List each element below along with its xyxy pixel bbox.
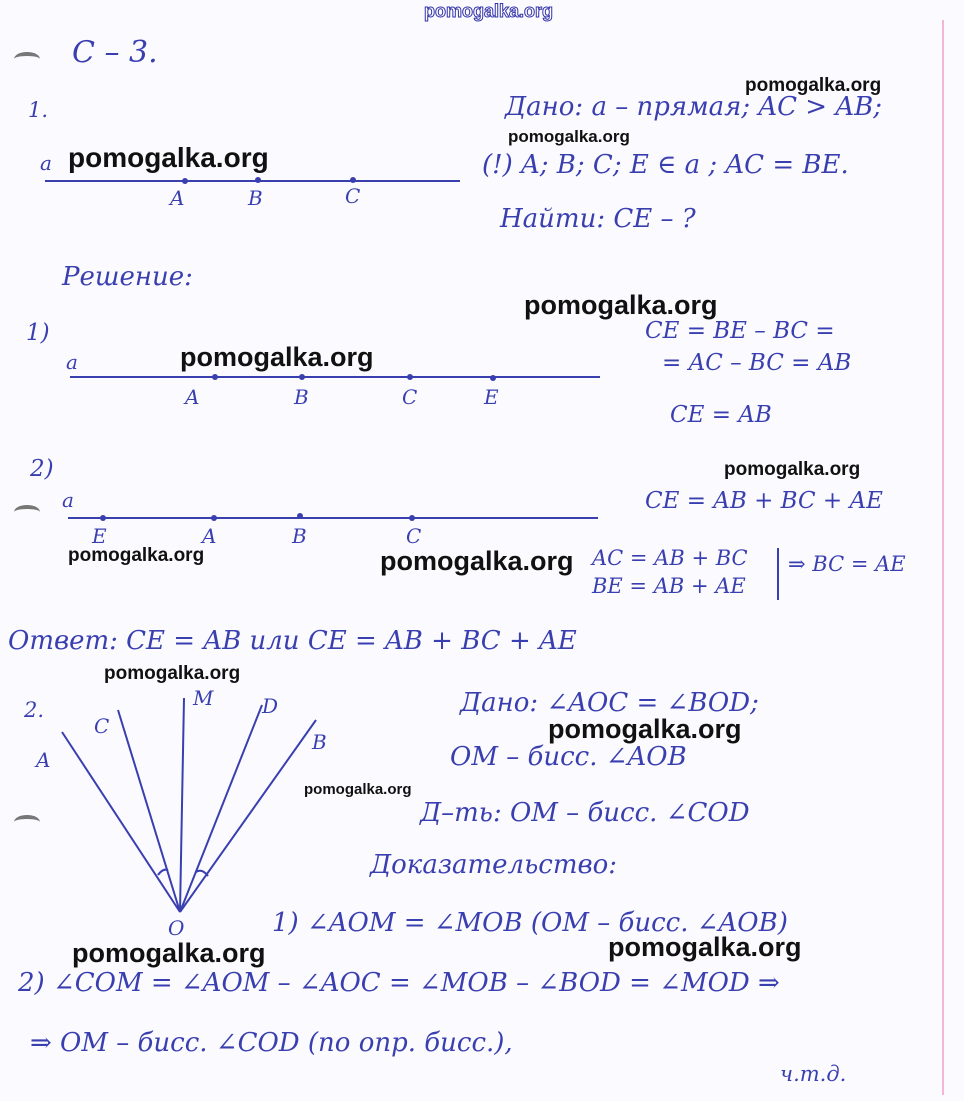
ray-ob bbox=[180, 720, 316, 912]
given-2-line-2: OM – бисс. ∠AOB bbox=[450, 742, 687, 772]
proof-step-3: ⇒ OM – бисс. ∠COD (по опр. бисс.), bbox=[30, 1028, 513, 1058]
label-point-b: B bbox=[248, 186, 263, 210]
point-a bbox=[212, 374, 218, 380]
label-point-c: C bbox=[406, 524, 422, 548]
case-2-equation-1: CE = AB + BC + AE bbox=[645, 488, 883, 514]
point-b bbox=[297, 513, 303, 519]
watermark: pomogalka.org bbox=[508, 127, 630, 146]
given-line-2: (!) A; B; C; E ∈ a ; AC = BE. bbox=[482, 150, 849, 180]
given-line-1: Дано: a – прямая; AC > AB; bbox=[505, 92, 882, 122]
watermark: pomogalka.org bbox=[608, 932, 802, 962]
label-point-b: B bbox=[294, 385, 309, 409]
case-1-equation-1: CE = BE – BC = bbox=[645, 318, 835, 344]
case-2-number: 2) bbox=[30, 456, 54, 482]
point-a bbox=[182, 178, 188, 184]
label-point-b: B bbox=[292, 524, 307, 548]
label-vertex-o: O bbox=[168, 916, 185, 940]
line-label-a: a bbox=[40, 151, 52, 175]
label-ray-a: A bbox=[36, 748, 51, 772]
site-header-mark: pomogalka.org bbox=[424, 1, 554, 21]
point-b bbox=[299, 374, 305, 380]
label-ray-c: C bbox=[94, 714, 110, 738]
watermark: pomogalka.org bbox=[524, 290, 718, 320]
label-point-c: C bbox=[345, 184, 361, 208]
label-point-a: A bbox=[202, 524, 217, 548]
watermark: pomogalka.org bbox=[68, 545, 205, 566]
given-2-line-1: Дано: ∠AOC = ∠BOD; bbox=[460, 688, 759, 718]
point-c bbox=[407, 374, 413, 380]
case-1-equation-2: = AC – BC = AB bbox=[662, 350, 852, 376]
answer-line: Ответ: CE = AB или CE = AB + BC + AE bbox=[8, 626, 577, 656]
watermark: pomogalka.org bbox=[180, 342, 374, 372]
angle-arc-bod bbox=[196, 871, 208, 876]
label-ray-b: B bbox=[312, 730, 327, 754]
problem-2-number: 2. bbox=[24, 698, 45, 722]
watermark: pomogalka.org bbox=[724, 459, 861, 480]
watermark: pomogalka.org bbox=[548, 714, 742, 744]
line-label-a: a bbox=[62, 488, 74, 512]
case-1-number: 1) bbox=[26, 320, 50, 346]
proof-step-1: 1) ∠AOM = ∠MOB (OM – бисс. ∠AOB) bbox=[272, 908, 788, 938]
label-point-a: A bbox=[170, 186, 185, 210]
ray-om bbox=[180, 698, 184, 912]
watermark: pomogalka.org bbox=[304, 781, 412, 798]
watermark: pomogalka.org bbox=[745, 75, 882, 96]
angle-arc-aoc bbox=[158, 870, 168, 875]
label-point-a: A bbox=[185, 385, 200, 409]
point-c bbox=[409, 515, 415, 521]
case-2-equation-3: BE = AB + AE bbox=[592, 574, 746, 598]
problem-1-number: 1. bbox=[28, 98, 49, 122]
case-2-equation-2: AC = AB + BC bbox=[592, 546, 748, 570]
watermark: pomogalka.org bbox=[380, 546, 574, 576]
ray-od bbox=[180, 705, 262, 912]
prove-line: Д–ть: OM – бисс. ∠COD bbox=[420, 798, 750, 828]
label-ray-d: D bbox=[262, 694, 279, 718]
point-b bbox=[255, 177, 261, 183]
label-point-e: E bbox=[92, 524, 107, 548]
ray-oc bbox=[118, 710, 180, 912]
point-a bbox=[211, 515, 217, 521]
line-label-a: a bbox=[66, 350, 78, 374]
case-1-equation-3: CE = AB bbox=[670, 402, 772, 428]
watermark: pomogalka.org bbox=[68, 142, 269, 173]
ray-oa bbox=[62, 732, 180, 912]
label-ray-m: M bbox=[193, 686, 214, 710]
label-point-e: E bbox=[484, 385, 499, 409]
proof-title: Доказательство: bbox=[370, 850, 618, 880]
point-c bbox=[350, 177, 356, 183]
watermark: pomogalka.org bbox=[104, 663, 241, 684]
solution-title: Решение: bbox=[62, 262, 193, 292]
case-2-conclusion: ⇒ BC = AE bbox=[788, 552, 906, 576]
proof-step-2: 2) ∠COM = ∠AOM – ∠AOC = ∠MOB – ∠BOD = ∠MOD ⇒ bbox=[18, 968, 780, 998]
point-e bbox=[490, 375, 496, 381]
label-point-c: C bbox=[402, 385, 418, 409]
find-line: Найти: CE – ? bbox=[500, 204, 696, 234]
watermark: pomogalka.org bbox=[72, 938, 266, 968]
worksheet-title: С – 3. bbox=[72, 35, 158, 70]
qed-mark: ч.т.д. bbox=[780, 1062, 847, 1086]
point-e bbox=[100, 515, 106, 521]
